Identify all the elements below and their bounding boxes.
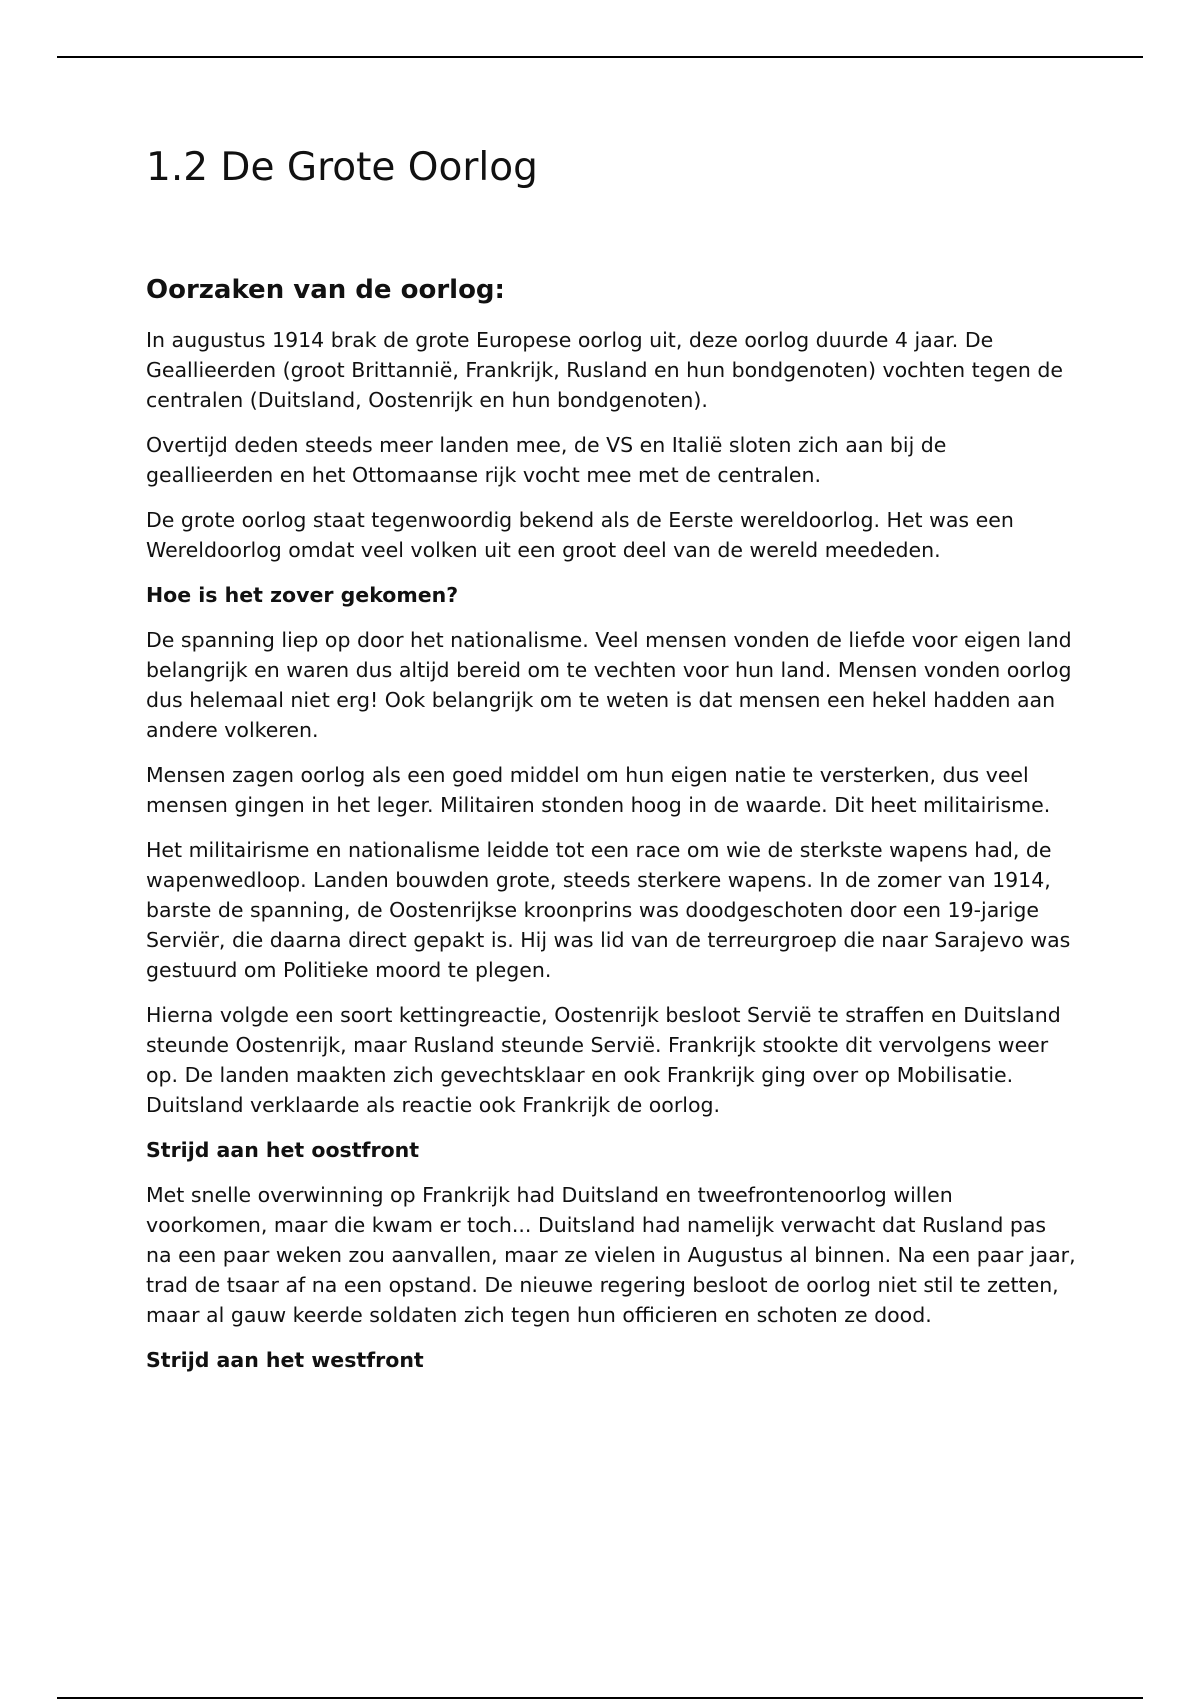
paragraph: Met snelle overwinning op Frankrijk had Duitsland en tweefrontenoorlog willen voorkomen, maar die kwam er toch... Duitsland had namelijk verwacht dat Rusland pas na een paar weken zou aanvallen, maar ze vielen in Augustus al binnen. Na een paar jaar, trad de tsaar af na een opstand. De nieuwe regering besloot de oorlog niet stil te zetten, maar al gauw keerde soldaten zich tegen hun officieren en schoten ze dood. xyxy=(146,1183,1076,1327)
footer-rule xyxy=(57,1697,1143,1699)
paragraph: De grote oorlog staat tegenwoordig bekend als de Eerste wereldoorlog. Het was een Wereldoorlog omdat veel volken uit een groot deel van de wereld meededen. xyxy=(146,508,1014,562)
paragraph: Hierna volgde een soort kettingreactie, Oostenrijk besloot Servië te straffen en Duitsland steunde Oostenrijk, maar Rusland steunde Servië. Frankrijk stookte dit vervolgens weer op. De landen maakten zich gevechtsklaar en ook Frankrijk ging over op Mobilisatie. Duitsland verklaarde als reactie ook Frankrijk de oorlog. xyxy=(146,1003,1061,1117)
paragraph: De spanning liep op door het nationalisme. Veel mensen vonden de liefde voor eigen land belangrijk en waren dus altijd bereid om te vechten voor hun land. Mensen vonden oorlog dus helemaal niet erg! Ook belangrijk om te weten is dat mensen een hekel hadden aan andere volkeren. xyxy=(146,628,1072,742)
paragraph: Het militairisme en nationalisme leidde tot een race om wie de sterkste wapens had, de wapenwedloop. Landen bouwden grote, steeds sterkere wapens. In de zomer van 1914, barste de spanning, de Oostenrijkse kroonprins was doodgeschoten door een 19-jarige Serviër, die daarna direct gepakt is. Hij was lid van de terreurgroep die naar Sarajevo was gestuurd om Politieke moord te plegen. xyxy=(146,838,1071,982)
subheading-hoe-is-het-zover-gekomen: Hoe is het zover gekomen? xyxy=(146,583,459,607)
paragraph: Overtijd deden steeds meer landen mee, de VS en Italië sloten zich aan bij de geallieerden en het Ottomaanse rijk vocht mee met de centralen. xyxy=(146,433,947,487)
paragraph: In augustus 1914 brak de grote Europese oorlog uit, deze oorlog duurde 4 jaar. De Geallieerden (groot Brittannië, Frankrijk, Rusland en hun bondgenoten) vochten tegen de centralen (Duitsland, Oostenrijk en hun bondgenoten). xyxy=(146,328,1064,412)
subheading-oostfront: Strijd aan het oostfront xyxy=(146,1138,420,1162)
paragraph: Mensen zagen oorlog als een goed middel om hun eigen natie te versterken, dus veel mensen gingen in het leger. Militairen stonden hoog in de waarde. Dit heet militairisme. xyxy=(146,763,1051,817)
header-rule xyxy=(57,56,1143,58)
document-body xyxy=(146,143,1076,1390)
subheading-westfront: Strijd aan het westfront xyxy=(146,1348,424,1372)
page-title: 1.2 De Grote Oorlog xyxy=(146,145,538,190)
section-heading: Oorzaken van de oorlog: xyxy=(146,275,505,305)
